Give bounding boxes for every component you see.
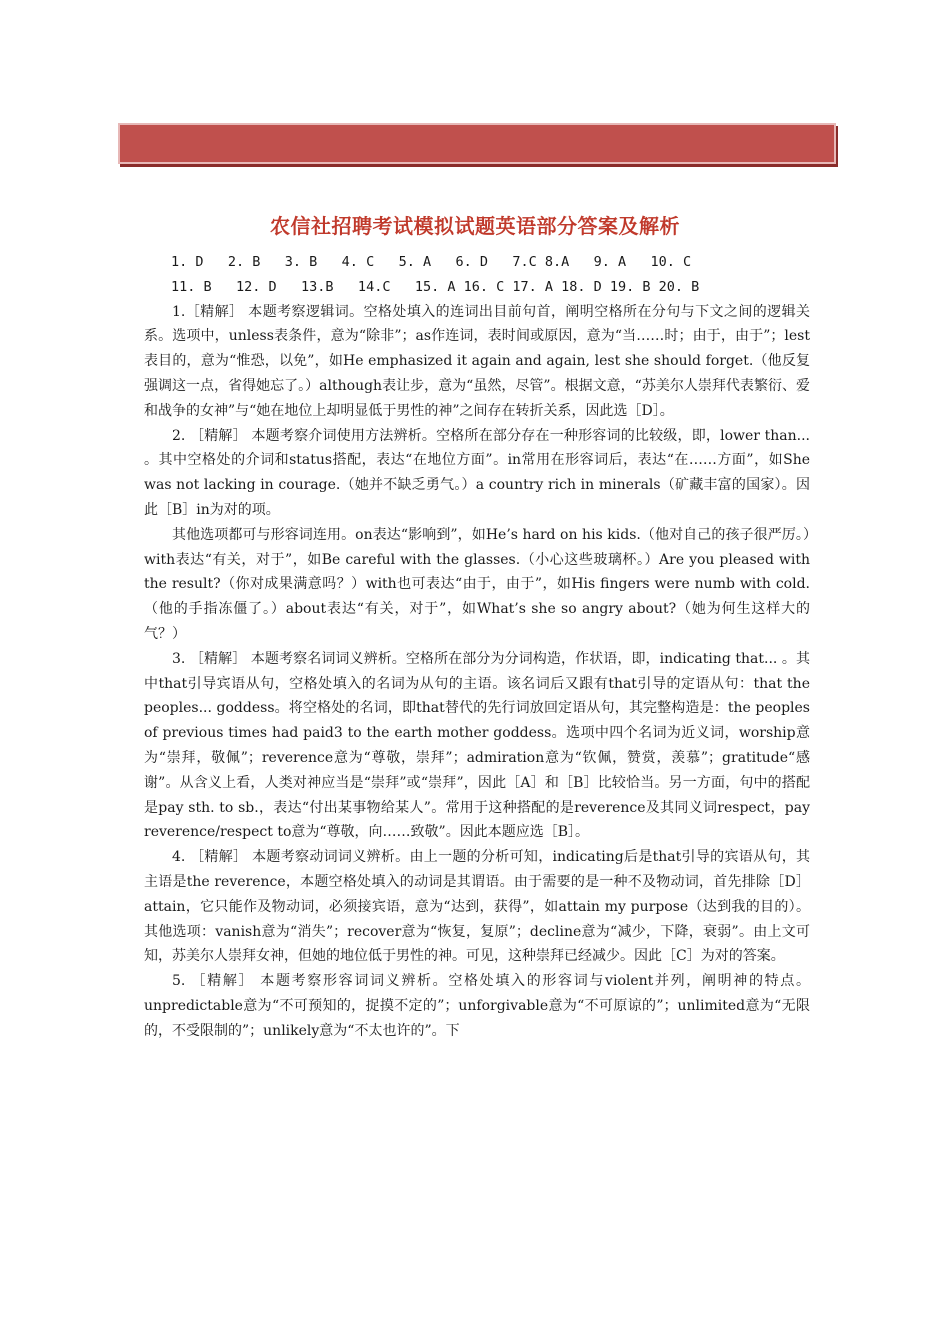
explanation-paragraph: 2. ［精解］ 本题考察介词使用方法辨析。空格所在部分存在一种形容词的比较级，即，lower than... 。其中空格处的介词和status搭配，表达“在地位方面”。in常用在形容词后，表达“在……方面”，如She was not lacking in courage.（她并不缺乏勇气。）a country rich in minerals（矿藏丰富的国家）。因此［B］in为对的项。	[144, 427, 810, 518]
answer-key-line-2: 11. B 12. D 13.B 14.C 15. A 16. C 17. A 18. D 19. B 20. B	[171, 278, 700, 295]
explanation-paragraph: 4. ［精解］ 本题考察动词词义辨析。由上一题的分析可知，indicating后是that引导的宾语从句，其主语是the reverence，本题空格处填入的动词是其谓语。由于需要的是一种不及物动词，首先排除［D］ attain，它只能作及物动词，必须接宾语，意为“达到，获得”，如attain my purpose（达到我的目的）。其他选项：vanish意为“消失”；recover意为“恢复，复原”；decline意为“减少，下降，衰弱”。由上文可知，苏美尔人崇拜女神，但她的地位低于男性的神。可见，这种崇拜已经减少。因此［C］为对的答案。	[144, 849, 810, 965]
explanation-paragraph: 3. ［精解］ 本题考察名词词义辨析。空格所在部分为分词构造，作状语，即，indicating that... 。其中that引导宾语从句，空格处填入的名词为从句的主语。该名词后又跟有that引导的定语从句：that the peoples... goddess。将空格处的名词，即that替代的先行词放回定语从句，其完整构造是：the peoples of previous times had paid3 to the earth mother goddess。选项中四个名词为近义词，worship意为“崇拜，敬佩”；reverence意为“尊敬，崇拜”；admiration意为“钦佩，赞赏，羡慕”；gratitude“感谢”。从含义上看，人类对神应当是“崇拜”或“崇拜”，因此［A］和［B］比较恰当。另一方面，句中的搭配是pay sth. to sb.，表达“付出某事物给某人”。常用于这种搭配的是reverence及其同义词respect，pay reverence/respect to意为“尊敬，向……致敬”。因此本题应选［B］。	[144, 650, 810, 841]
document-body	[144, 250, 810, 1044]
document-title: 农信社招聘考试模拟试题英语部分答案及解析	[270, 214, 680, 238]
explanation-paragraph: 其他选项都可与形容词连用。on表达“影响到”，如He’s hard on his kids.（他对自己的孩子很严厉。）with表达“有关，对于”，如Be careful with the glasses.（小心这些玻璃杯。）Are you pleased with the result?（你对成果满意吗？）with也可表达“由于，由于”，如His fingers were numb with cold.（他的手指冻僵了。）about表达“有关，对于”，如What’s she so angry about?（她为何生这样大的气？）	[144, 526, 810, 642]
explanation-paragraph: 5. ［精解］ 本题考察形容词词义辨析。空格处填入的形容词与violent并列，阐明神的特点。unpredictable意为“不可预知的，捉摸不定的”；unforgivable意为“不可原谅的”；unlimited意为“无限的，不受限制的”；unlikely意为“不太也许的”。下	[144, 973, 810, 1039]
answer-key-line-1: 1. D 2. B 3. B 4. C 5. A 6. D 7.C 8.A 9. A 10. C	[171, 254, 692, 270]
header-banner	[118, 123, 836, 164]
explanation-paragraph: 1.［精解］ 本题考察逻辑词。空格处填入的连词出目前句首，阐明空格所在分句与下文之间的逻辑关系。选项中，unless表条件，意为“除非”；as作连词，表时间或原因，意为“当……时；由于，由于”；lest表目的，意为“惟恐，以免”，如He emphasized it again and again, lest she should forget.（他反复强调这一点，省得她忘了。）although表让步，意为“虽然，尽管”。根据文意，“苏美尔人崇拜代表繁衍、爱和战争的女神”与“她在地位上却明显低于男性的神”之间存在转折关系，因此选［D］。	[144, 303, 810, 419]
